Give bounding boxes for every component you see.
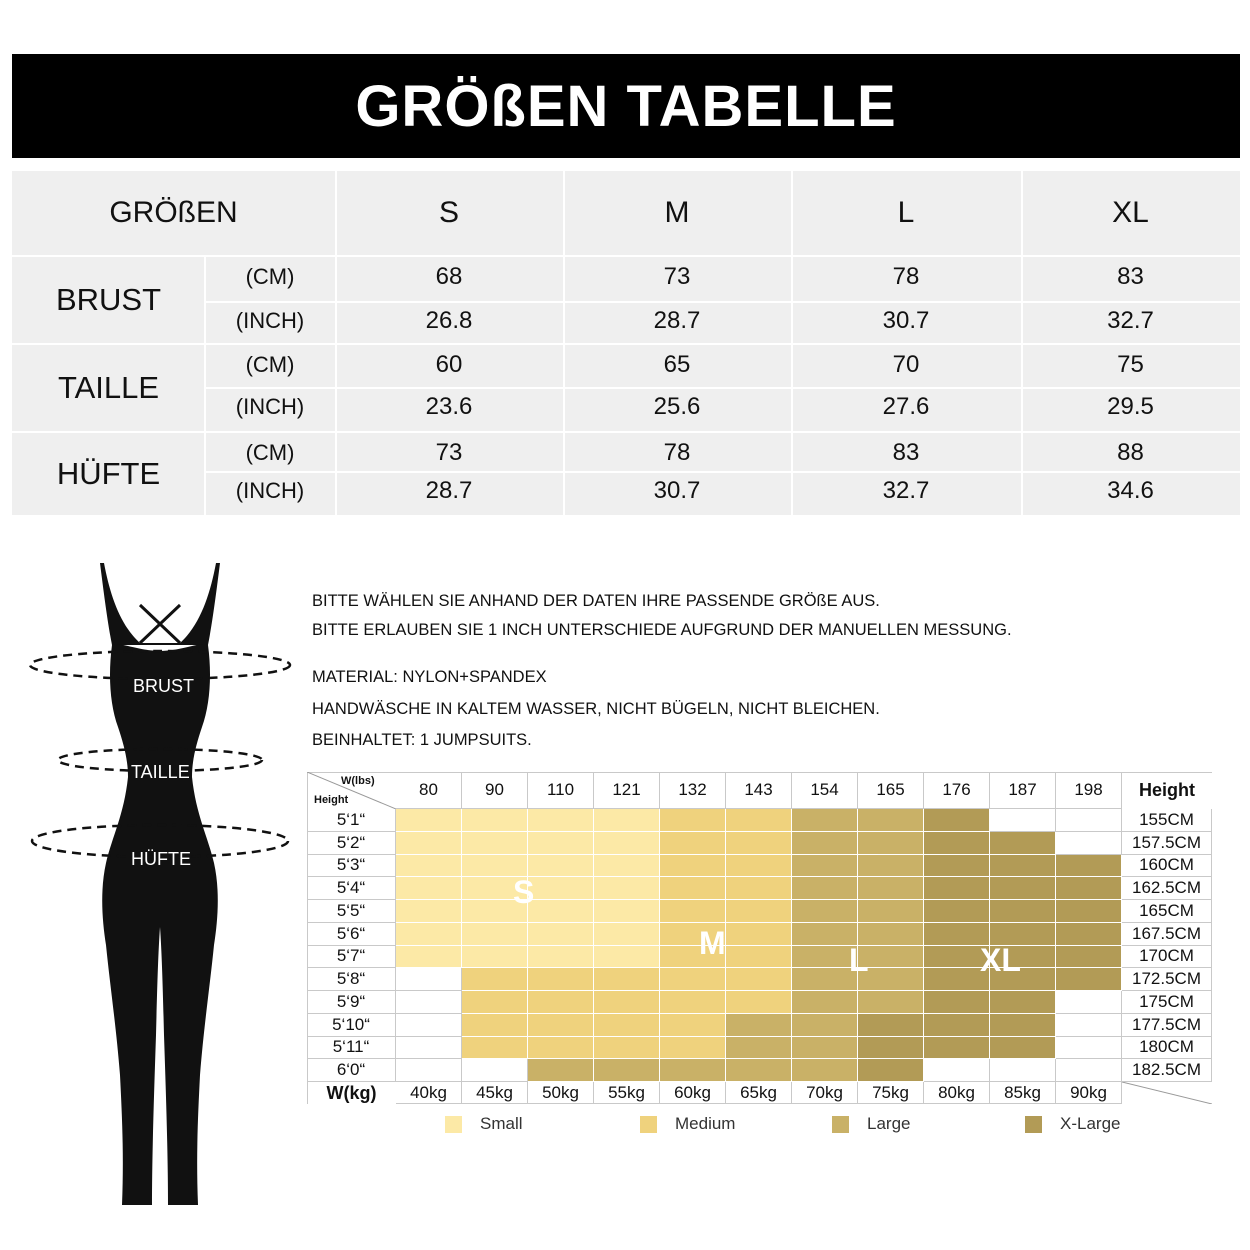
height-cm-label: 180CM xyxy=(1122,1037,1212,1060)
fit-zone-cell xyxy=(924,991,990,1014)
size-value-cell: 70 xyxy=(892,351,920,378)
fit-zone-cell xyxy=(1056,923,1122,946)
fit-zone-cell xyxy=(396,877,462,900)
kg-tick-label: 75kg xyxy=(858,1082,924,1104)
kg-tick-label: 80kg xyxy=(924,1082,990,1104)
legend-swatch-small xyxy=(445,1116,462,1133)
zone-label-s: S xyxy=(513,874,535,910)
unit-label: (CM) xyxy=(245,352,295,377)
size-value-cell: 25.6 xyxy=(653,393,701,420)
size-value-cell: 29.5 xyxy=(1107,393,1154,420)
height-header: Height xyxy=(1139,780,1195,800)
legend-label: X-Large xyxy=(1060,1114,1121,1133)
size-header-xl: XL xyxy=(1112,196,1149,229)
size-header-m: M xyxy=(664,196,690,229)
zone-label-m: M xyxy=(699,925,726,961)
fit-zone-cell xyxy=(396,923,462,946)
fit-zone-cell xyxy=(528,1059,594,1082)
size-value-cell: 83 xyxy=(892,439,920,466)
fit-zone-cell xyxy=(726,832,792,855)
kg-tick-label: 90kg xyxy=(1056,1082,1122,1104)
height-ft-label: 5‘10“ xyxy=(307,1014,396,1037)
height-ft-label: 5‘7“ xyxy=(307,946,396,969)
fit-zone-cell xyxy=(528,946,594,969)
fit-zone-cell xyxy=(858,832,924,855)
fit-zone-cell xyxy=(660,832,726,855)
fit-zone-cell xyxy=(792,877,858,900)
fit-zone-cell xyxy=(1056,832,1122,855)
fit-zone-cell xyxy=(924,877,990,900)
fit-zone-cell xyxy=(396,1037,462,1060)
height-ft-label: 5‘11“ xyxy=(307,1037,396,1060)
zone-label-l: L xyxy=(849,942,869,978)
fit-zone-cell xyxy=(924,1059,990,1082)
size-value-cell: 83 xyxy=(1117,263,1144,290)
corner-height-label: Height xyxy=(314,794,349,806)
unit-label: (INCH) xyxy=(235,394,305,419)
height-cm-label: 172.5CM xyxy=(1122,968,1212,991)
note-line: MATERIAL: NYLON+SPANDEX xyxy=(312,668,547,686)
fit-zone-cell xyxy=(396,946,462,969)
fit-zone-cell xyxy=(528,923,594,946)
size-value-cell: 65 xyxy=(663,351,691,378)
fit-zone-cell xyxy=(594,877,660,900)
fit-zone-cell xyxy=(462,1059,528,1082)
group-label-brust: BRUST xyxy=(55,282,162,317)
lbs-tick-label: 132 xyxy=(660,772,726,809)
kg-tick-label: 65kg xyxy=(726,1082,792,1104)
height-ft-label: 5‘8“ xyxy=(307,968,396,991)
fit-zone-cell xyxy=(924,900,990,923)
kg-tick-label: 50kg xyxy=(528,1082,594,1104)
fit-zone-cell xyxy=(990,1059,1056,1082)
zone-label-xl: XL xyxy=(980,942,1021,978)
fit-zone-cell xyxy=(792,855,858,878)
group-label-huefte: HÜFTE xyxy=(56,456,161,491)
fit-zone-cell xyxy=(660,877,726,900)
fit-zone-cell xyxy=(594,946,660,969)
fit-zone-cell xyxy=(594,991,660,1014)
lbs-tick-label: 90 xyxy=(462,772,528,809)
fit-zone-cell xyxy=(660,1037,726,1060)
fit-zone-cell xyxy=(858,1059,924,1082)
unit-label: (INCH) xyxy=(235,478,305,503)
legend-swatch-large xyxy=(832,1116,849,1133)
fit-zone-cell xyxy=(726,991,792,1014)
size-value-cell: 23.6 xyxy=(425,393,473,420)
size-value-cell: 32.7 xyxy=(882,477,930,504)
size-value-cell: 27.6 xyxy=(882,393,930,420)
fit-zone-cell xyxy=(528,991,594,1014)
height-cm-label: 170CM xyxy=(1122,946,1212,969)
fit-zone-cell xyxy=(1056,877,1122,900)
fit-zone-cell xyxy=(462,1037,528,1060)
height-ft-label: 5‘6“ xyxy=(307,923,396,946)
fit-zone-cell xyxy=(858,877,924,900)
fit-zone-cell xyxy=(858,855,924,878)
height-cm-label: 165CM xyxy=(1122,900,1212,923)
size-value-cell: 34.6 xyxy=(1107,477,1154,504)
fit-zone-cell xyxy=(462,832,528,855)
fit-zone-cell xyxy=(792,991,858,1014)
fit-zone-cell xyxy=(528,877,594,900)
kg-tick-label: 60kg xyxy=(660,1082,726,1104)
lbs-tick-label: 165 xyxy=(858,772,924,809)
size-value-cell: 30.7 xyxy=(653,477,701,504)
legend-item-large xyxy=(832,1114,910,1134)
model-label-taille: TAILLE xyxy=(131,762,190,782)
fit-zone-cell xyxy=(1056,855,1122,878)
fit-zone-cell xyxy=(990,1014,1056,1037)
fit-zone-cell xyxy=(990,832,1056,855)
legend-label: Large xyxy=(867,1114,911,1133)
fit-zone-cell xyxy=(990,900,1056,923)
fit-zone-cell xyxy=(1056,991,1122,1014)
fit-zone-cell xyxy=(594,1014,660,1037)
height-cm-label: 177.5CM xyxy=(1122,1014,1212,1037)
size-value-cell: 60 xyxy=(435,351,463,378)
kg-tick-label: 85kg xyxy=(990,1082,1056,1104)
fit-zone-cell xyxy=(594,1059,660,1082)
fit-zone-cell xyxy=(924,1037,990,1060)
model-figure xyxy=(20,555,300,1215)
fit-zone-cell xyxy=(792,1014,858,1037)
fit-zone-cell xyxy=(792,900,858,923)
lbs-tick-label: 121 xyxy=(594,772,660,809)
height-cm-label: 182.5CM xyxy=(1122,1059,1212,1082)
fit-zone-cell xyxy=(396,1014,462,1037)
fit-zone-cell xyxy=(1056,1037,1122,1060)
fit-zone-cell xyxy=(726,968,792,991)
size-value-cell: 75 xyxy=(1117,351,1144,378)
unit-label: (CM) xyxy=(245,440,295,465)
fit-zone-cell xyxy=(726,1014,792,1037)
kg-tick-label: 45kg xyxy=(462,1082,528,1104)
fit-zone-cell xyxy=(528,855,594,878)
fit-zone-cell xyxy=(462,968,528,991)
fit-zone-cell xyxy=(462,809,528,832)
fit-zone-cell xyxy=(792,809,858,832)
fit-zone-cell xyxy=(924,1014,990,1037)
fit-zone-cell xyxy=(528,809,594,832)
fit-zone-cell xyxy=(462,946,528,969)
kg-tick-label: 55kg xyxy=(594,1082,660,1104)
size-value-cell: 73 xyxy=(435,439,463,466)
fit-zone-cell xyxy=(528,1037,594,1060)
page-title: GRÖßEN TABELLE xyxy=(355,73,897,139)
fit-zone-cell xyxy=(924,855,990,878)
fit-zone-cell xyxy=(792,832,858,855)
corner-lbs-label: W(lbs) xyxy=(341,775,375,787)
note-line: BEINHALTET: 1 JUMPSUITS. xyxy=(312,731,532,749)
group-label-taille: TAILLE xyxy=(57,370,160,405)
fit-zone-cell xyxy=(660,1014,726,1037)
fit-zone-cell xyxy=(396,832,462,855)
size-value-cell: 78 xyxy=(892,263,920,290)
size-value-cell: 28.7 xyxy=(653,307,701,334)
height-cm-label: 175CM xyxy=(1122,991,1212,1014)
lbs-tick-label: 154 xyxy=(792,772,858,809)
fit-zone-cell xyxy=(726,1037,792,1060)
height-ft-label: 5‘3“ xyxy=(307,855,396,878)
model-label-huefte: HÜFTE xyxy=(131,849,191,869)
fit-zone-cell xyxy=(726,855,792,878)
note-line: HANDWÄSCHE IN KALTEM WASSER, NICHT BÜGELN, NICHT BLEICHEN. xyxy=(312,700,880,718)
legend-item-xlarge xyxy=(1025,1114,1120,1134)
height-cm-label: 160CM xyxy=(1122,855,1212,878)
size-header-s: S xyxy=(438,196,459,229)
fit-zone-cell xyxy=(660,968,726,991)
height-ft-label: 5‘4“ xyxy=(307,877,396,900)
fit-zone-cell xyxy=(1056,900,1122,923)
legend-swatch-xlarge xyxy=(1025,1116,1042,1133)
kg-axis-label: W(kg) xyxy=(326,1082,377,1103)
fit-zone-cell xyxy=(726,877,792,900)
fit-zone-cell xyxy=(660,991,726,1014)
fit-zone-cell xyxy=(726,946,792,969)
height-cm-label: 155CM xyxy=(1122,809,1212,832)
lbs-tick-label: 80 xyxy=(396,772,462,809)
fit-zone-cell xyxy=(858,809,924,832)
height-weight-chart xyxy=(307,772,1212,1104)
fit-zone-cell xyxy=(594,900,660,923)
fit-zone-cell xyxy=(1056,1014,1122,1037)
size-value-cell: 78 xyxy=(663,439,691,466)
fit-zone-cell xyxy=(462,991,528,1014)
size-value-cell: 88 xyxy=(1117,439,1144,466)
fit-zone-cell xyxy=(990,1037,1056,1060)
fit-zone-cell xyxy=(660,1059,726,1082)
fit-zone-cell xyxy=(924,832,990,855)
lbs-tick-label: 143 xyxy=(726,772,792,809)
fit-zone-cell xyxy=(528,968,594,991)
fit-zone-cell xyxy=(726,923,792,946)
fit-zone-cell xyxy=(462,923,528,946)
fit-zone-cell xyxy=(858,1014,924,1037)
size-table-corner: GRÖßEN xyxy=(109,196,238,229)
fit-zone-cell xyxy=(858,991,924,1014)
size-value-cell: 28.7 xyxy=(425,477,473,504)
kg-tick-label: 40kg xyxy=(396,1082,462,1104)
fit-zone-cell xyxy=(528,832,594,855)
fit-zone-cell xyxy=(726,1059,792,1082)
kg-tick-label: 70kg xyxy=(792,1082,858,1104)
lbs-tick-label: 187 xyxy=(990,772,1056,809)
legend-label: Small xyxy=(480,1114,523,1133)
lbs-tick-label: 176 xyxy=(924,772,990,809)
fit-zone-cell xyxy=(594,968,660,991)
fit-zone-cell xyxy=(396,991,462,1014)
height-cm-label: 157.5CM xyxy=(1122,832,1212,855)
unit-label: (INCH) xyxy=(235,308,305,333)
height-ft-label: 5‘1“ xyxy=(307,809,396,832)
fit-zone-cell xyxy=(594,809,660,832)
height-ft-label: 6‘0“ xyxy=(307,1059,396,1082)
legend-swatch-medium xyxy=(640,1116,657,1133)
fit-zone-cell xyxy=(792,1037,858,1060)
legend-label: Medium xyxy=(675,1114,736,1133)
fit-zone-cell xyxy=(726,900,792,923)
jumpsuit-silhouette xyxy=(100,563,220,1205)
fit-zone-cell xyxy=(396,968,462,991)
note-line: BITTE ERLAUBEN SIE 1 INCH UNTERSCHIEDE AUFGRUND DER MANUELLEN MESSUNG. xyxy=(312,621,1012,639)
fit-zone-cell xyxy=(1056,946,1122,969)
fit-zone-cell xyxy=(396,855,462,878)
fit-zone-cell xyxy=(594,923,660,946)
note-line: BITTE WÄHLEN SIE ANHAND DER DATEN IHRE PASSENDE GRÖßE AUS. xyxy=(312,592,880,610)
fit-zone-cell xyxy=(858,1037,924,1060)
fit-zone-cell xyxy=(594,1037,660,1060)
fit-zone-cell xyxy=(792,1059,858,1082)
fit-zone-cell xyxy=(1056,1059,1122,1082)
height-ft-label: 5‘9“ xyxy=(307,991,396,1014)
legend-item-small xyxy=(445,1114,523,1134)
fit-zone-cell xyxy=(990,855,1056,878)
fit-zone-cell xyxy=(462,1014,528,1037)
model-label-brust: BRUST xyxy=(133,676,195,696)
fit-zone-cell xyxy=(396,900,462,923)
fit-zone-cell xyxy=(990,877,1056,900)
fit-zone-cell xyxy=(726,809,792,832)
fit-zone-cell xyxy=(1056,968,1122,991)
fit-zone-cell xyxy=(858,900,924,923)
fit-zone-cell xyxy=(660,855,726,878)
height-cm-label: 167.5CM xyxy=(1122,923,1212,946)
fit-zone-cell xyxy=(396,1059,462,1082)
size-value-cell: 73 xyxy=(663,263,691,290)
height-cm-label: 162.5CM xyxy=(1122,877,1212,900)
fit-zone-cell xyxy=(990,991,1056,1014)
fit-zone-cell xyxy=(396,809,462,832)
size-value-cell: 32.7 xyxy=(1107,307,1154,334)
legend-item-medium xyxy=(640,1114,735,1134)
size-table xyxy=(12,171,1240,515)
size-header-l: L xyxy=(897,196,915,229)
fit-zone-cell xyxy=(924,809,990,832)
fit-zone-cell xyxy=(1056,809,1122,832)
title-banner xyxy=(12,54,1240,158)
lbs-tick-label: 198 xyxy=(1056,772,1122,809)
size-value-cell: 30.7 xyxy=(882,307,930,334)
fit-zone-cell xyxy=(528,1014,594,1037)
fit-zone-cell xyxy=(990,809,1056,832)
fit-zone-cell xyxy=(594,832,660,855)
fit-zone-cell xyxy=(660,900,726,923)
lbs-tick-label: 110 xyxy=(528,772,594,809)
corner-diagonal-bottom xyxy=(1122,1082,1212,1104)
fit-zone-cell xyxy=(528,900,594,923)
fit-zone-cell xyxy=(660,809,726,832)
fit-zone-cell xyxy=(594,855,660,878)
height-ft-label: 5‘5“ xyxy=(307,900,396,923)
height-ft-label: 5‘2“ xyxy=(307,832,396,855)
unit-label: (CM) xyxy=(245,264,295,289)
size-value-cell: 26.8 xyxy=(425,307,473,334)
size-value-cell: 68 xyxy=(435,263,463,290)
